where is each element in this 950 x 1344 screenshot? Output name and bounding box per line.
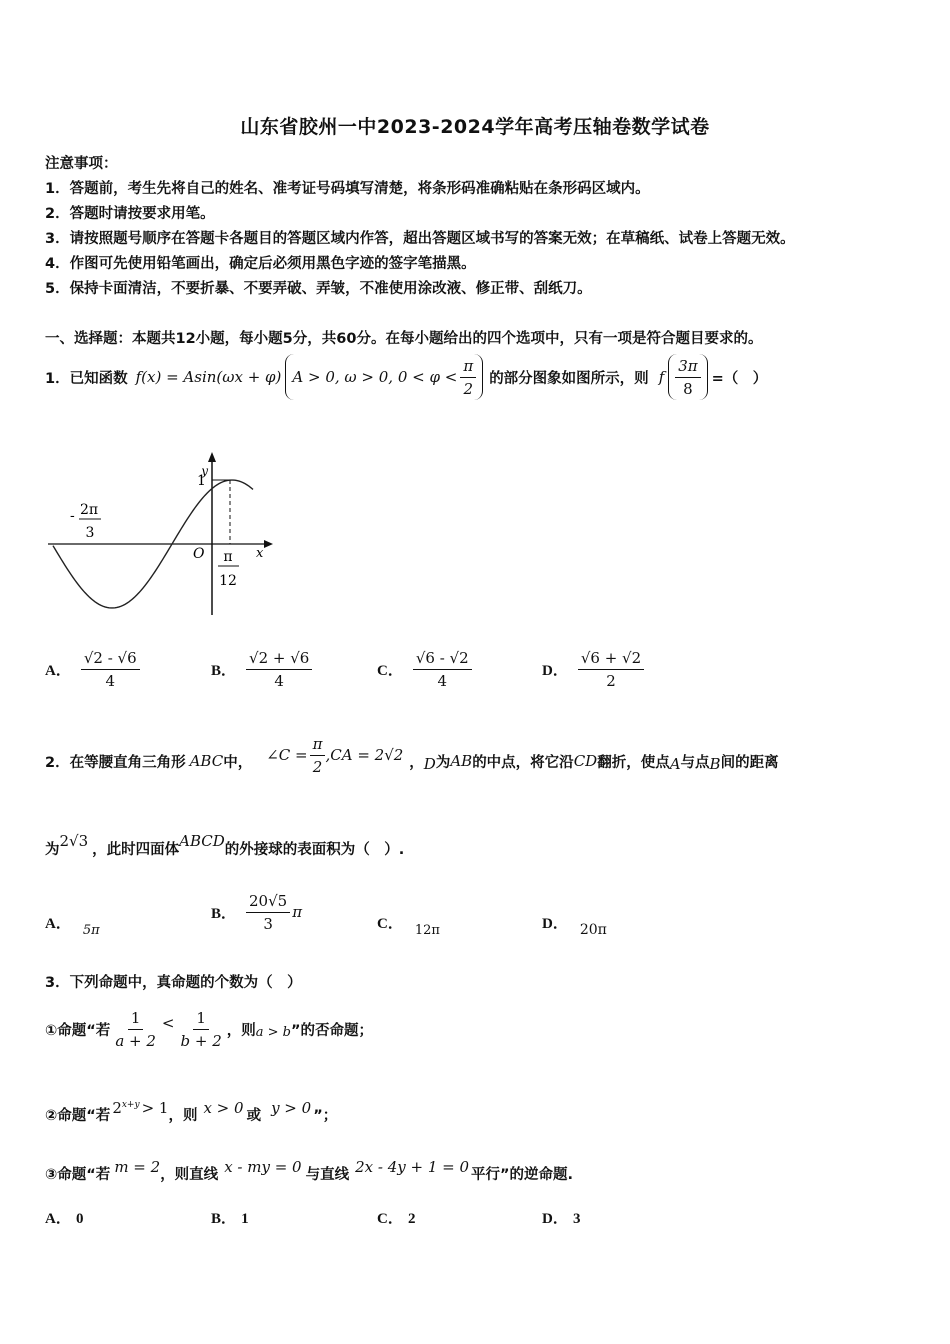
graph-right-num: π: [223, 549, 233, 565]
q3-p3-m: m = 2: [114, 1158, 161, 1176]
q1-option-c: [377, 643, 472, 695]
q1-cond-frac-num: π: [460, 357, 476, 378]
q1-option-a-letter: A．: [45, 662, 71, 679]
q3-option-c-value: 2: [407, 1211, 416, 1227]
q3-option-d-letter: D．: [542, 1211, 568, 1227]
q2-tetrahedron: ABCD: [179, 832, 225, 850]
q1-ask-den: 8: [683, 379, 693, 398]
q3-p3-l1: x - my = 0: [224, 1158, 302, 1176]
q3-p2-c1: x > 0: [203, 1099, 244, 1117]
q3-p1-suffix: ”的否命题；: [290, 1022, 373, 1039]
graph-right-den: 12: [219, 573, 237, 589]
q1-condition: [285, 354, 483, 400]
q3-option-c: [377, 1207, 415, 1228]
q2-prefix: 2．在等腰直角三角形: [45, 754, 186, 771]
q2-distance: 2√3: [59, 832, 89, 850]
q1-option-a-num: √2 - √6: [81, 649, 140, 670]
q1-func: f(x) = Asin(ωx + φ): [135, 368, 282, 386]
graph-left-sign: -: [70, 508, 75, 524]
q2-a: A: [669, 755, 681, 773]
q3-prop-3: [45, 1147, 573, 1187]
q1-cond-frac: [460, 357, 476, 398]
q3-p2-base: 2: [112, 1099, 122, 1117]
graph-y-max-label: 1: [197, 473, 206, 489]
q2-option-a-letter: A．: [45, 915, 71, 932]
q3-p3-prefix: ③命题“若: [45, 1166, 111, 1183]
graph-y-arrow-icon: [208, 452, 216, 462]
q3-p2-suffix: ”；: [313, 1107, 338, 1124]
q1-stem: [45, 352, 767, 402]
q1-suffix: =（ ）: [711, 370, 768, 387]
q2-option-b: [211, 885, 302, 939]
q2-ca: ,CA = 2√2: [325, 746, 404, 764]
q1-option-b-num: √2 + √6: [246, 649, 312, 670]
q1-option-b-frac: [246, 649, 312, 690]
q3-prop-1: [45, 1003, 373, 1055]
q3-p1-d2: b + 2: [180, 1031, 222, 1050]
q3-option-d: [542, 1207, 580, 1228]
q2-line2-prefix: 为: [45, 841, 60, 858]
q1-option-b-den: 4: [274, 671, 284, 690]
q2-option-c-value: 12π: [414, 922, 440, 938]
q3-option-a: [45, 1207, 83, 1228]
q1-graph: [45, 440, 285, 625]
q3-p3-t2: 与直线: [305, 1166, 350, 1183]
q2-line2-mid: ，此时四面体: [92, 841, 180, 858]
q3-p2-rest: > 1: [141, 1099, 169, 1117]
q3-p1-d1: a + 2: [115, 1031, 156, 1050]
q2-ab: AB: [450, 752, 473, 770]
q2-stem-line1: [45, 735, 779, 787]
q2-cd: CD: [573, 752, 598, 770]
q3-option-b-letter: B．: [211, 1211, 237, 1227]
q2-option-b-num: 20√5: [246, 892, 290, 913]
q1-middle: 的部分图象如图所示，则: [489, 370, 649, 387]
q2-stem-line2: [45, 828, 404, 868]
q3-p1-lt: <: [161, 1014, 175, 1032]
q2-option-a: [45, 908, 100, 936]
q3-option-b-value: 1: [241, 1211, 249, 1227]
q3-p1-n2: 1: [193, 1009, 209, 1030]
q1-cond-text: A > 0, ω > 0, 0 < φ <: [292, 368, 458, 386]
notice-item-2: 2．答题时请按要求用笔。: [45, 206, 215, 222]
q1-option-a: [45, 643, 140, 695]
graph-x-label: x: [256, 546, 264, 561]
q1-option-a-den: 4: [105, 671, 116, 690]
q2-mid1: 中，: [223, 754, 253, 771]
q3-p2-exp: x+y: [121, 1100, 140, 1110]
q2-angle-frac: [310, 735, 326, 776]
q1-option-b-letter: B．: [211, 662, 237, 679]
q2-option-d-letter: D．: [542, 915, 568, 932]
q1-ask-frac: [675, 357, 700, 398]
q1-option-b: [211, 643, 312, 695]
q1-cond-frac-den: 2: [463, 379, 474, 398]
q2-angle-cond: [266, 735, 403, 776]
q2-option-d: [542, 908, 607, 936]
q3-p3-suffix: 平行”的逆命题.: [471, 1166, 574, 1183]
q2-t5: 间的距离: [720, 754, 779, 771]
notice-item-3: 3．请按照题号顺序在答题卡各题目的答题区域内作答，超出答题区域书写的答案无效；在草稿纸、试卷上答题无效。: [45, 231, 795, 247]
q3-p2-prefix: ②命题“若: [45, 1107, 111, 1124]
q1-prefix: 1．已知函数: [45, 370, 128, 387]
q3-option-c-letter: C．: [377, 1211, 403, 1227]
q2-option-b-letter: B．: [211, 905, 237, 922]
q3-p1-frac1: [112, 1009, 159, 1050]
q3-p1-mid: ，则: [226, 1022, 256, 1039]
q2-t2: 的中点，将它沿: [472, 754, 574, 771]
q1-option-d-frac: [578, 649, 644, 690]
q2-option-a-value: 5π: [82, 922, 100, 938]
q2-option-c: [377, 908, 440, 936]
q2-triangle: ABC: [189, 752, 224, 770]
q2-angle-num: π: [310, 735, 326, 756]
notice-item-1: 1．答题前，考生先将自己的姓名、准考证号码填写清楚，将条形码准确粘贴在条形码区域内。: [45, 181, 650, 197]
q3-option-a-value: 0: [75, 1211, 84, 1227]
q3-p1-n1: 1: [128, 1009, 144, 1030]
q2-d: D: [423, 755, 436, 773]
section-heading: 一、选择题：本题共12小题，每小题5分，共60分。在每小题给出的四个选项中，只有一项是符合题目要求的。: [45, 331, 763, 347]
q1-option-c-letter: C．: [377, 662, 403, 679]
graph-y-label: y: [201, 464, 208, 478]
q3-option-a-letter: A．: [45, 1211, 71, 1227]
q1-option-a-frac: [81, 649, 140, 690]
q2-option-b-den: 3: [263, 914, 273, 933]
q3-p1-cond: a > b: [255, 1024, 291, 1040]
q2-comma: ，: [409, 754, 424, 771]
q1-option-d-den: 2: [606, 671, 616, 690]
q3-p2-c2: y > 0: [271, 1099, 312, 1117]
q3-option-b: [211, 1207, 249, 1228]
graph-x-arrow-icon: [264, 540, 273, 548]
q2-line2-suffix: 的外接球的表面积为（ ）.: [224, 841, 405, 858]
graph-left-num: 2π: [79, 502, 99, 518]
q1-option-d: [542, 643, 644, 695]
q1-option-c-den: 4: [437, 671, 448, 690]
q3-p3-l2: 2x - 4y + 1 = 0: [355, 1158, 470, 1176]
q2-option-c-letter: C．: [377, 915, 403, 932]
q3-option-d-value: 3: [572, 1211, 581, 1227]
q1-option-c-num: √6 - √2: [413, 649, 472, 670]
q3-p2-or: 或: [246, 1107, 262, 1124]
q1-ask-paren: [668, 354, 707, 400]
q2-option-d-value: 20π: [579, 922, 607, 938]
notice-heading: 注意事项：: [45, 156, 118, 172]
graph-left-den: 3: [85, 525, 95, 541]
q2-t4: 与点: [680, 754, 710, 771]
q2-option-b-tail: π: [292, 903, 303, 921]
q1-option-d-letter: D．: [542, 662, 568, 679]
q2-t1: 为: [435, 754, 451, 771]
q1-f-label: f: [658, 368, 665, 386]
q3-p3-t1: ，则直线: [160, 1166, 219, 1183]
page-title: 山东省胶州一中2023-2024学年高考压轴卷数学试卷: [240, 116, 710, 138]
q2-option-b-frac: [246, 892, 290, 933]
notice-item-5: 5．保持卡面清洁，不要折暴、不要弄破、弄皱，不准使用涂改液、修正带、刮纸刀。: [45, 281, 592, 297]
q3-p1-frac2: [177, 1009, 224, 1050]
q3-stem: 3．下列命题中，真命题的个数为（ ）: [45, 975, 302, 991]
q3-p1-prefix: ①命题“若: [45, 1022, 111, 1039]
q1-option-c-frac: [413, 649, 472, 690]
q3-p2-mid: ，则: [168, 1107, 198, 1124]
q2-t3: 翻折，使点: [597, 754, 670, 771]
q1-option-d-num: √6 + √2: [578, 649, 644, 670]
q2-angle: ∠C =: [266, 746, 308, 764]
q2-b: B: [709, 755, 721, 773]
graph-origin-label: O: [193, 546, 205, 562]
q3-prop-2: [45, 1088, 337, 1128]
q2-angle-den: 2: [312, 757, 323, 776]
notice-item-4: 4．作图可先使用铅笔画出，确定后必须用黑色字迹的签字笔描黑。: [45, 256, 476, 272]
q1-ask-num: 3π: [675, 357, 700, 378]
